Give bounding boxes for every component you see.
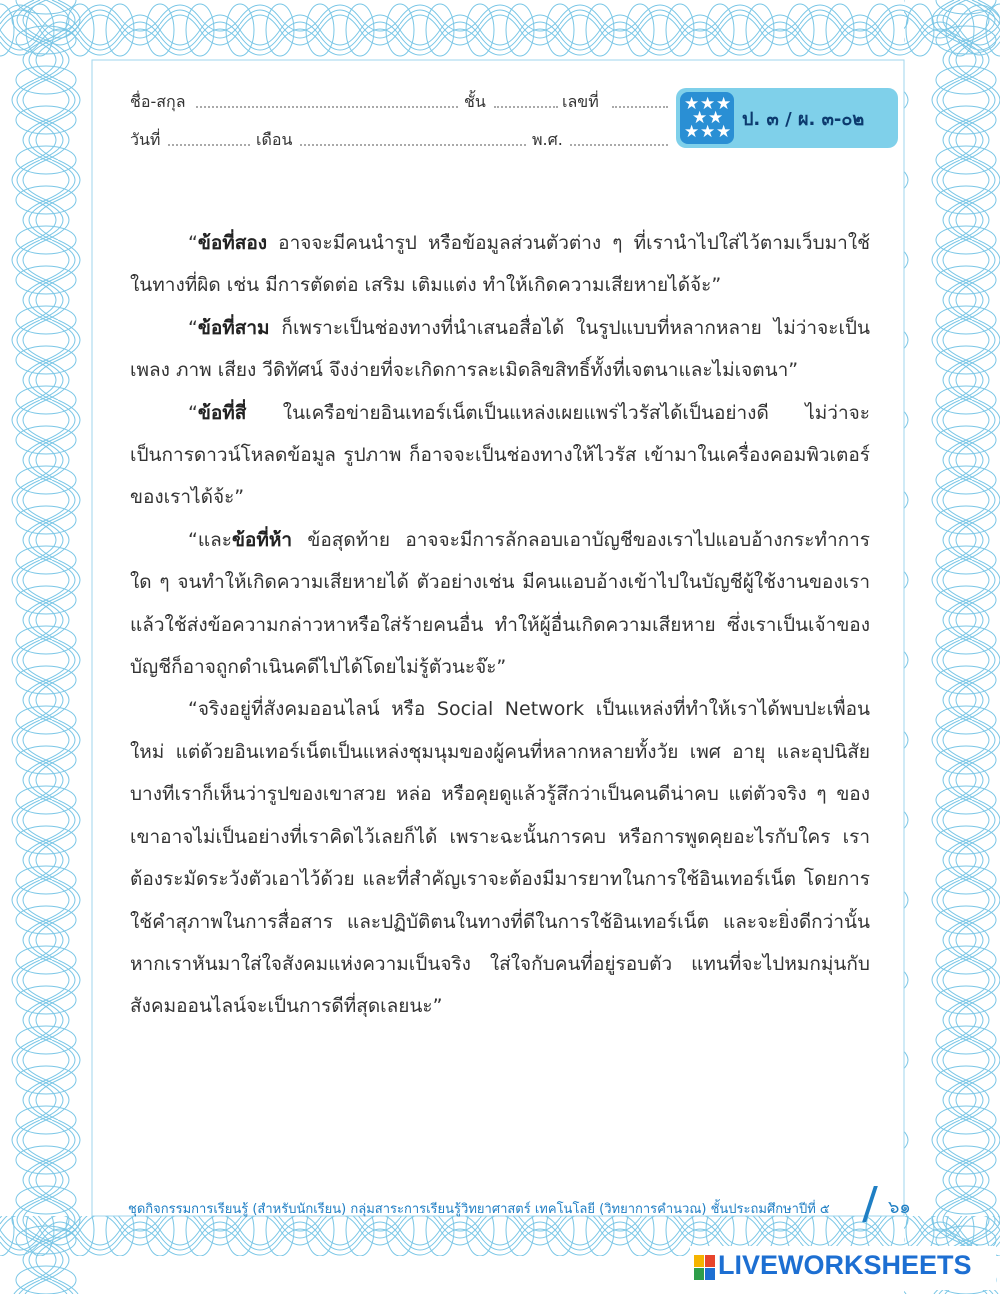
- year-field[interactable]: [570, 144, 668, 146]
- number-field[interactable]: [612, 106, 668, 108]
- paragraph-4: “ข้อที่สี่ ในเครือข่ายอินเทอร์เน็ตเป็นแหล่งเผยแพร่ไวรัสได้เป็นอย่างดี ไม่ว่าจะเป็นการดาวน์โหลดข้อมูล รูปภาพ ก็อาจจะเป็นช่องทางให้ไวรัส เข้ามาในเครื่องคอมพิวเตอร์ของเราได้จ้ะ”: [130, 401, 870, 509]
- point-heading: ข้อที่สอง: [197, 232, 268, 254]
- paragraph-3: “ข้อที่สาม ก็เพราะเป็นช่องทางที่นำเสนอสื่อได้ ในรูปแบบที่หลากหลาย ไม่ว่าจะเป็นเพลง ภาพ เสียง วีดิทัศน์ จึงง่ายที่จะเกิดการละเมิดลิขสิทธิ์ทั้งที่เจตนาและไม่เจตนา”: [130, 316, 870, 382]
- story-text: [130, 222, 870, 1028]
- grade-field[interactable]: [494, 106, 558, 108]
- paragraph-conclusion: “จริงอยู่ที่สังคมออนไลน์ หรือ Social Network เป็นแหล่งที่ทำให้เราได้พบปะเพื่อนใหม่ แต่ด้วยอินเทอร์เน็ตเป็นแหล่งชุมนุมของผู้คนที่หลากหลายทั้งวัย เพศ อายุ และอุปนิสัย บางทีเราก็เห็นว่ารูปของเขาสวย หล่อ หรือคุยดูแล้วรู้สึกว่าเป็นคนดีน่าคบ แต่ตัวจริง ๆ ของเขาอาจไม่เป็นอย่างที่เราคิดไว้เลยก็ได้ เพราะฉะนั้นการคบ หรือการพูดคุยอะไรกับใคร เราต้องระมัดระวังตัวเอาไว้ด้วย และที่สำคัญเราจะต้องมีมารยาทในการใช้อินเทอร์เน็ต โดยการใช้คำสุภาพในการสื่อสาร และปฏิบัติตนในทางที่ดีในการใช้อินเทอร์เน็ต และจะยิ่งดีกว่านั้น หากเราหันมาใส่ใจสังคมแห่งความเป็นจริง ใส่ใจกับคนที่อยู่รอบตัว แทนที่จะไปหมกมุ่นกับสังคมออนไลน์จะเป็นการดีที่สุดเลยนะ”: [130, 698, 870, 1018]
- paragraph-2: “ข้อที่สอง อาจจะมีคนนำรูป หรือข้อมูลส่วนตัวต่าง ๆ ที่เรานำไปใส่ไว้ตามเว็บมาใช้ในทางที่ผิด เช่น มีการตัดต่อ เสริม เติมแต่ง ทำให้เกิดความเสียหายได้จ้ะ”: [130, 232, 870, 297]
- star-rating-icon: ★ ★ ★ ★ ★ ★ ★ ★: [680, 92, 734, 144]
- point-heading: ข้อที่ห้า: [231, 528, 293, 551]
- name-field[interactable]: [196, 106, 458, 108]
- number-label: เลขที่: [562, 92, 599, 111]
- date-field[interactable]: [168, 144, 250, 146]
- liveworksheets-logo-icon: [694, 1255, 716, 1281]
- paragraph-5: “และข้อที่ห้า ข้อสุดท้าย อาจจะมีการลักลอบเอาบัญชีของเราไปแอบอ้างกระทำการใด ๆ จนทำให้เกิดความเสียหายได้ ตัวอย่างเช่น มีคนแอบอ้างเข้าไปในบัญชีผู้ใช้งานของเรา แล้วใช้ส่งข้อความกล่าวหาหรือใส่ร้ายคนอื่น ทำให้ผู้อื่นเกิดความเสียหาย ซึ่งเราเป็นเจ้าของบัญชีก็อาจถูกดำเนินคดีไปได้โดยไม่รู้ตัวนะจ๊ะ”: [130, 528, 870, 679]
- month-label: เดือน: [256, 130, 293, 149]
- name-label: ชื่อ-สกุล: [130, 92, 186, 111]
- liveworksheets-watermark[interactable]: LIVEWORKSHEETS: [718, 1250, 972, 1280]
- date-label: วันที่: [130, 130, 161, 149]
- point-heading: ข้อที่สาม: [197, 316, 270, 339]
- point-heading: ข้อที่สี่: [197, 401, 247, 424]
- worksheet-code: ป. ๓ / ผ. ๓-๐๒: [742, 109, 865, 130]
- year-label: พ.ศ.: [532, 130, 563, 149]
- footer-series-title: ชุดกิจกรรมการเรียนรู้ (สำหรับนักเรียน) กลุ่มสาระการเรียนรู้วิทยาศาสตร์ เทคโนโลยี (วิทยาการคำนวณ) ชั้นประถมศึกษาปีที่ ๕: [128, 1202, 830, 1217]
- grade-label: ชั้น: [464, 92, 486, 111]
- page-number: ๖๑: [888, 1197, 911, 1218]
- month-field[interactable]: [300, 144, 526, 146]
